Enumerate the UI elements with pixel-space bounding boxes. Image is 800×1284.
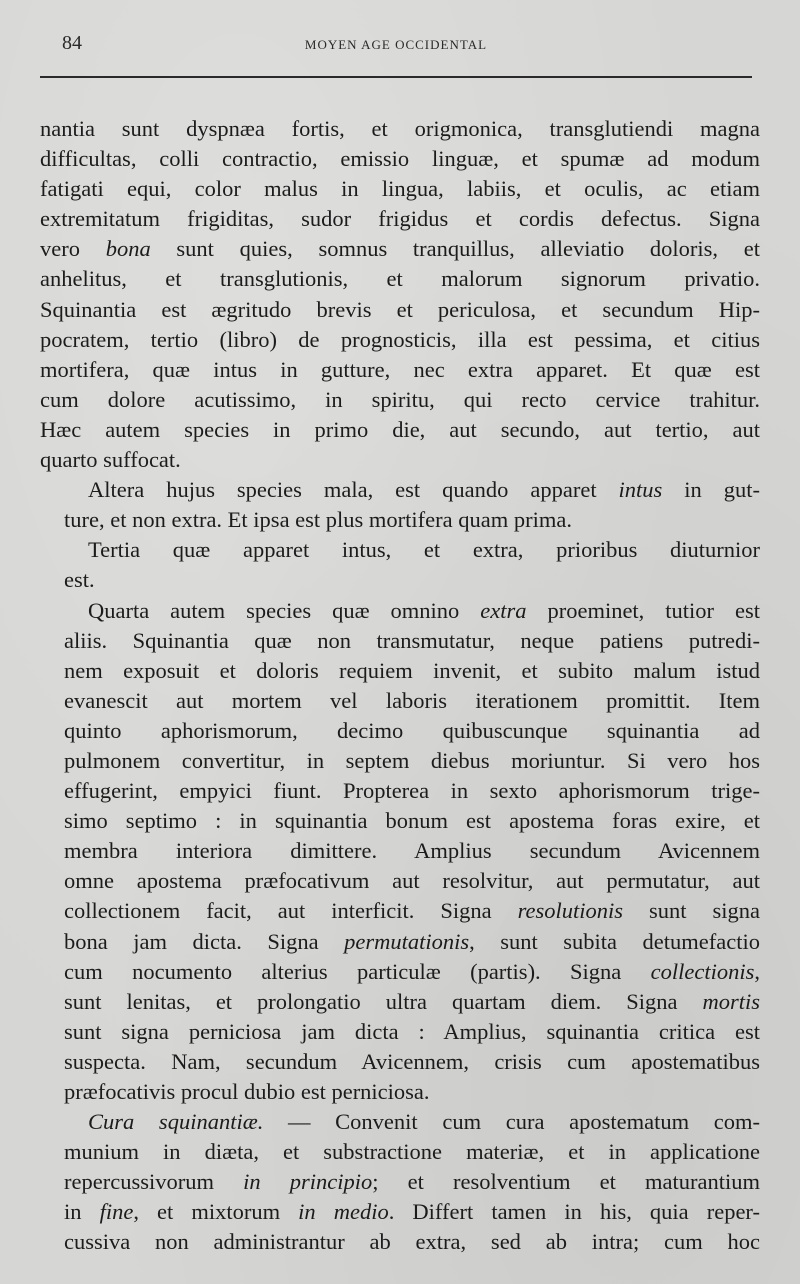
italic-text: collectionis <box>650 958 755 984</box>
text-line: Altera hujus species mala, est quando apparet intus in gut- <box>88 477 761 503</box>
text-line: pulmonem convertitur, in septem diebus moriuntur. Si vero hos <box>64 747 760 773</box>
text-line: cussiva non administrantur ab extra, sed ab intra; cum hoc <box>64 1229 760 1255</box>
paragraph <box>40 1107 760 1257</box>
text-line: effugerint, empyici fiunt. Propterea in sexto aphorismorum trige- <box>64 778 760 804</box>
text-line: Tertia quæ apparet intus, et extra, prioribus diuturnior <box>88 537 760 563</box>
text-line: mortifera, quæ intus in gutture, nec extra apparet. Et quæ est <box>40 356 760 382</box>
text-line: cum dolore acutissimo, in spiritu, qui recto cervice trahitur. <box>40 386 760 412</box>
text-line: in fine, et mixtorum in medio. Differt tamen in his, quia reper- <box>64 1199 760 1225</box>
text-line: vero bona sunt quies, somnus tranquillus, alleviatio doloris, et <box>40 236 761 262</box>
text-line: evanescit aut mortem vel laboris iterationem promittit. Item <box>64 687 760 713</box>
text-line: Hæc autem species in primo die, aut secundo, aut tertio, aut <box>40 416 760 442</box>
text-line: repercussivorum in principio; et resolventium et maturantium <box>64 1169 761 1195</box>
text-line: cum nocumento alterius particulæ (partis). Signa collectionis, <box>64 958 760 984</box>
italic-text: permutationis <box>344 928 470 954</box>
italic-text: in principio <box>243 1169 373 1195</box>
italic-text: extra <box>480 597 527 623</box>
text-line: ture, et non extra. Et ipsa est plus mortifera quam prima. <box>64 507 572 533</box>
body-text <box>40 114 760 1258</box>
text-line: anhelitus, et transglutionis, et malorum signorum privatio. <box>40 266 760 292</box>
italic-text: mortis <box>702 988 760 1014</box>
text-line: suspecta. Nam, secundum Avicennem, crisis cum apostematibus <box>64 1048 760 1074</box>
text-line: nem exposuit et doloris requiem invenit, et subito malum istud <box>64 657 760 683</box>
text-line: Quarta autem species quæ omnino extra proeminet, tutior est <box>88 597 760 623</box>
text-line: omne apostema præfocativum aut resolvitur, aut permutatur, aut <box>64 868 760 894</box>
paragraph <box>40 596 760 1108</box>
italic-text: intus <box>618 477 663 503</box>
italic-text: resolutionis <box>517 898 624 924</box>
header-rule <box>40 76 752 78</box>
text-line: sunt lenitas, et prolongatio ultra quartam diem. Signa mortis <box>64 988 760 1014</box>
text-line: Squinantia est ægritudo brevis et periculosa, et secundum Hip- <box>40 296 760 322</box>
text-line: membra interiora dimittere. Amplius secundum Avicennem <box>64 838 760 864</box>
text-line: difficultas, colli contractio, emissio linguæ, et spumæ ad modum <box>40 146 760 172</box>
page-number: 84 <box>62 32 82 54</box>
text-line: Cura squinantiæ. — Convenit cum cura apostematum com- <box>88 1109 760 1135</box>
italic-text: bona <box>105 236 151 262</box>
text-line: pocratem, tertio (libro) de prognosticis, illa est pessima, et citius <box>40 326 760 352</box>
text-line: munium in diæta, et substractione materiæ, et in applicatione <box>64 1139 760 1165</box>
text-line: est. <box>64 567 95 593</box>
text-line: nantia sunt dyspnæa fortis, et origmonica, transglutiendi magna <box>40 116 760 141</box>
text-line: extremitatum frigiditas, sudor frigidus et cordis defectus. Signa <box>40 206 760 232</box>
text-line: sunt signa perniciosa jam dicta : Amplius, squinantia critica est <box>64 1018 760 1044</box>
text-line: bona jam dicta. Signa permutationis, sunt subita detumefactio <box>64 928 760 954</box>
italic-text: in medio <box>298 1199 389 1225</box>
italic-text: fine <box>99 1199 134 1225</box>
text-line: collectionem facit, aut interficit. Signa resolutionis sunt signa <box>64 898 760 924</box>
text-line: præfocativis procul dubio est perniciosa. <box>64 1079 430 1104</box>
text-line: quarto suffocat. <box>40 447 181 473</box>
italic-text: Cura squinantiæ. <box>88 1109 264 1135</box>
paragraph <box>40 475 760 535</box>
paragraph <box>40 114 760 475</box>
paragraph <box>40 535 760 595</box>
text-line: quinto aphorismorum, decimo quibuscunque squinantia ad <box>64 717 760 743</box>
text-line: simo septimo : in squinantia bonum est apostema foras exire, et <box>64 808 760 834</box>
running-head: MOYEN AGE OCCIDENTAL <box>304 37 488 52</box>
text-line: fatigati equi, color malus in lingua, labiis, et oculis, ac etiam <box>40 176 760 202</box>
text-line: aliis. Squinantia quæ non transmutatur, neque patiens putredi- <box>64 627 760 653</box>
page-header <box>40 30 752 64</box>
